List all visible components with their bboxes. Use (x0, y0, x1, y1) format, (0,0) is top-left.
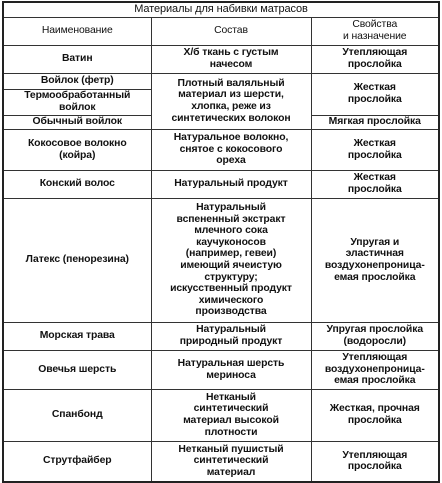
material-name: Кокосовое волокно (койра) (3, 129, 151, 170)
table-row (3, 198, 439, 322)
table-row (3, 350, 439, 389)
material-composition: Натуральное волокно, снятое с кокосового ореха (151, 129, 311, 170)
table-title-row (3, 2, 439, 17)
material-name: Струтфайбер (3, 441, 151, 482)
material-composition: Плотный валяльный материал из шерсти, хлопка, реже из синтетических волокон (151, 73, 311, 129)
material-properties: Жесткая прослойка (311, 73, 439, 115)
table-title: Материалы для набивки матрасов (3, 2, 439, 17)
material-composition: Натуральный продукт (151, 170, 311, 198)
table-row (3, 441, 439, 482)
header-name: Наименование (3, 17, 151, 45)
material-name: Овечья шерсть (3, 350, 151, 389)
material-properties: Жесткая прослойка (311, 170, 439, 198)
table-row (3, 322, 439, 350)
material-properties: Мягкая прослойка (311, 115, 439, 129)
table-header-row (3, 17, 439, 45)
document-page (2, 1, 438, 477)
material-name: Войлок (фетр) (3, 73, 151, 89)
table-row (3, 129, 439, 170)
table-row (3, 170, 439, 198)
material-composition: Нетканый пушистый синтетический материал (151, 441, 311, 482)
material-name: Конский волос (3, 170, 151, 198)
table-row (3, 389, 439, 441)
header-properties: Свойства и назначение (311, 17, 439, 45)
material-composition: Нетканый синтетический материал высокой плотности (151, 389, 311, 441)
header-composition: Состав (151, 17, 311, 45)
material-properties: Жесткая прослойка (311, 129, 439, 170)
material-name: Спанбонд (3, 389, 151, 441)
table-row (3, 45, 439, 73)
materials-table (2, 1, 440, 483)
material-composition: Натуральный вспененный экстракт млечного сока каучуконосов (например, гевеи) имеющий ячеистую структуру; искусственный продукт химического производства (151, 198, 311, 322)
material-composition: Натуральный природный продукт (151, 322, 311, 350)
material-composition: Натуральная шерсть мериноса (151, 350, 311, 389)
material-properties: Утепляющая прослойка (311, 45, 439, 73)
material-name: Обычный войлок (3, 115, 151, 129)
material-name: Морская трава (3, 322, 151, 350)
table-row (3, 73, 439, 89)
material-properties: Упругая и эластичная воздухонепроница- емая прослойка (311, 198, 439, 322)
material-properties: Утепляющая прослойка (311, 441, 439, 482)
material-properties: Жесткая, прочная прослойка (311, 389, 439, 441)
material-composition: Х/б ткань с густым начесом (151, 45, 311, 73)
material-name: Ватин (3, 45, 151, 73)
material-properties: Упругая прослойка (водоросли) (311, 322, 439, 350)
material-properties: Утепляющая воздухонепроница- емая прослойка (311, 350, 439, 389)
material-name: Латекс (пенорезина) (3, 198, 151, 322)
material-name: Термообработанный войлок (3, 89, 151, 115)
